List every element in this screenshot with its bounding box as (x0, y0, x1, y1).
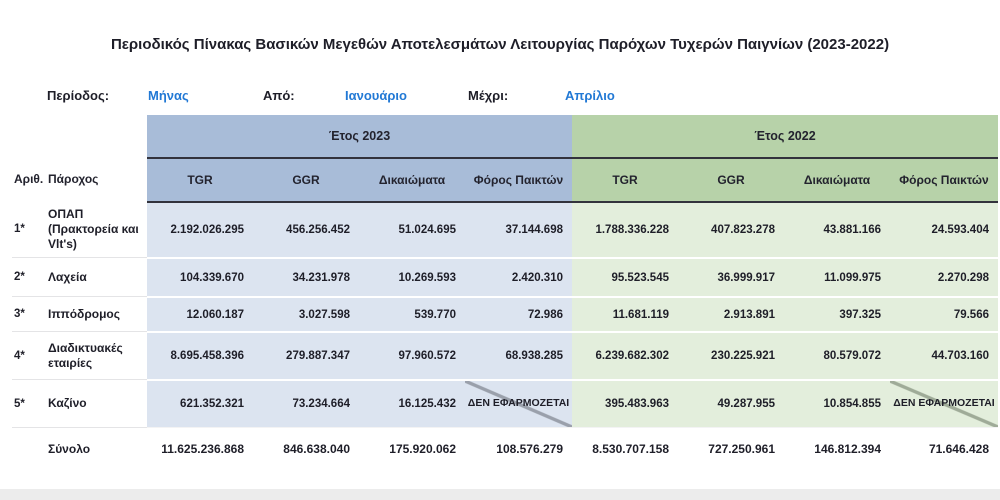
value-cell: 80.579.072 (784, 331, 890, 379)
not-applicable-cell: ΔΕΝ ΕΦΑΡΜΟΖΕΤΑΙ (465, 379, 572, 427)
total-value-cell: 8.530.707.158 (572, 427, 678, 470)
until-label: Μέχρι: (468, 88, 509, 103)
value-cell: 73.234.664 (253, 379, 359, 427)
value-cell: 11.099.975 (784, 257, 890, 296)
period-label: Περίοδος: (47, 88, 110, 103)
value-cell: 3.027.598 (253, 296, 359, 331)
footer-strip (0, 489, 1000, 500)
value-cell: 2.270.298 (890, 257, 998, 296)
column-header-tgr-2022: TGR (572, 157, 678, 201)
value-cell: 2.913.891 (678, 296, 784, 331)
not-applicable-cell: ΔΕΝ ΕΦΑΡΜΟΖΕΤΑΙ (890, 379, 998, 427)
value-cell: 37.144.698 (465, 201, 572, 257)
value-cell: 79.566 (890, 296, 998, 331)
until-value[interactable]: Απρίλιο (565, 88, 615, 103)
column-header-ggr-2022: GGR (678, 157, 784, 201)
total-value-cell: 727.250.961 (678, 427, 784, 470)
year-2022-header: Έτος 2022 (572, 115, 998, 157)
table-row-opap (12, 201, 998, 257)
value-cell: 44.703.160 (890, 331, 998, 379)
row-number: 1* (12, 201, 48, 257)
value-cell: 43.881.166 (784, 201, 890, 257)
value-cell: 72.986 (465, 296, 572, 331)
value-cell: 2.420.310 (465, 257, 572, 296)
provider-column-header: Πάροχος (48, 157, 147, 201)
page-title: Περιοδικός Πίνακας Βασικών Μεγεθών Αποτελεσμάτων Λειτουργίας Παρόχων Τυχερών Παιγνίων (2023-2022) (110, 36, 890, 53)
value-cell: 68.938.285 (465, 331, 572, 379)
value-cell: 34.231.978 (253, 257, 359, 296)
year-2023-header: Έτος 2023 (147, 115, 572, 157)
value-cell: 36.999.917 (678, 257, 784, 296)
results-table (12, 115, 998, 470)
total-value-cell: 108.576.279 (465, 427, 572, 470)
column-header-rights-2022: Δικαιώματα (784, 157, 890, 201)
column-header-ggr-2023: GGR (253, 157, 359, 201)
column-header-row (12, 157, 998, 201)
value-cell: 397.325 (784, 296, 890, 331)
value-cell: 51.024.695 (359, 201, 465, 257)
total-row-number (12, 427, 48, 470)
column-header-rights-2023: Δικαιώματα (359, 157, 465, 201)
table-row-casino (12, 379, 998, 427)
value-cell: 279.887.347 (253, 331, 359, 379)
value-cell: 104.339.670 (147, 257, 253, 296)
provider-name: Ιππόδρομος (48, 296, 147, 331)
value-cell: 539.770 (359, 296, 465, 331)
total-row (12, 427, 998, 470)
value-cell: 49.287.955 (678, 379, 784, 427)
value-cell: 6.239.682.302 (572, 331, 678, 379)
num-column-header: Αριθ. (12, 157, 48, 201)
value-cell: 621.352.321 (147, 379, 253, 427)
row-number: 4* (12, 331, 48, 379)
value-cell: 11.681.119 (572, 296, 678, 331)
value-cell: 456.256.452 (253, 201, 359, 257)
row-number: 2* (12, 257, 48, 296)
table-row-lottery (12, 257, 998, 296)
total-value-cell: 146.812.394 (784, 427, 890, 470)
value-cell: 395.483.963 (572, 379, 678, 427)
period-value[interactable]: Μήνας (148, 88, 189, 103)
table-row-online-companies (12, 331, 998, 379)
filter-bar (0, 88, 1000, 108)
provider-name: Λαχεία (48, 257, 147, 296)
value-cell: 95.523.545 (572, 257, 678, 296)
total-value-cell: 175.920.062 (359, 427, 465, 470)
value-cell: 407.823.278 (678, 201, 784, 257)
value-cell: 1.788.336.228 (572, 201, 678, 257)
from-value[interactable]: Ιανουάριο (345, 88, 407, 103)
value-cell: 12.060.187 (147, 296, 253, 331)
value-cell: 2.192.026.295 (147, 201, 253, 257)
column-header-tgr-2023: TGR (147, 157, 253, 201)
value-cell: 24.593.404 (890, 201, 998, 257)
column-header-playertax-2023: Φόρος Παικτών (465, 157, 572, 201)
provider-name: ΟΠΑΠ (Πρακτορεία και Vlt's) (48, 201, 147, 257)
row-number: 5* (12, 379, 48, 427)
provider-name: Καζίνο (48, 379, 147, 427)
total-value-cell: 71.646.428 (890, 427, 998, 470)
value-cell: 97.960.572 (359, 331, 465, 379)
from-label: Από: (263, 88, 295, 103)
value-cell: 10.854.855 (784, 379, 890, 427)
year-band-row (12, 115, 998, 157)
value-cell: 10.269.593 (359, 257, 465, 296)
row-number: 3* (12, 296, 48, 331)
value-cell: 16.125.432 (359, 379, 465, 427)
total-value-cell: 11.625.236.868 (147, 427, 253, 470)
provider-name: Διαδικτυακές εταιρίες (48, 331, 147, 379)
value-cell: 230.225.921 (678, 331, 784, 379)
column-header-playertax-2022: Φόρος Παικτών (890, 157, 998, 201)
value-cell: 8.695.458.396 (147, 331, 253, 379)
table-row-horseracing (12, 296, 998, 331)
total-label: Σύνολο (48, 427, 147, 470)
total-value-cell: 846.638.040 (253, 427, 359, 470)
